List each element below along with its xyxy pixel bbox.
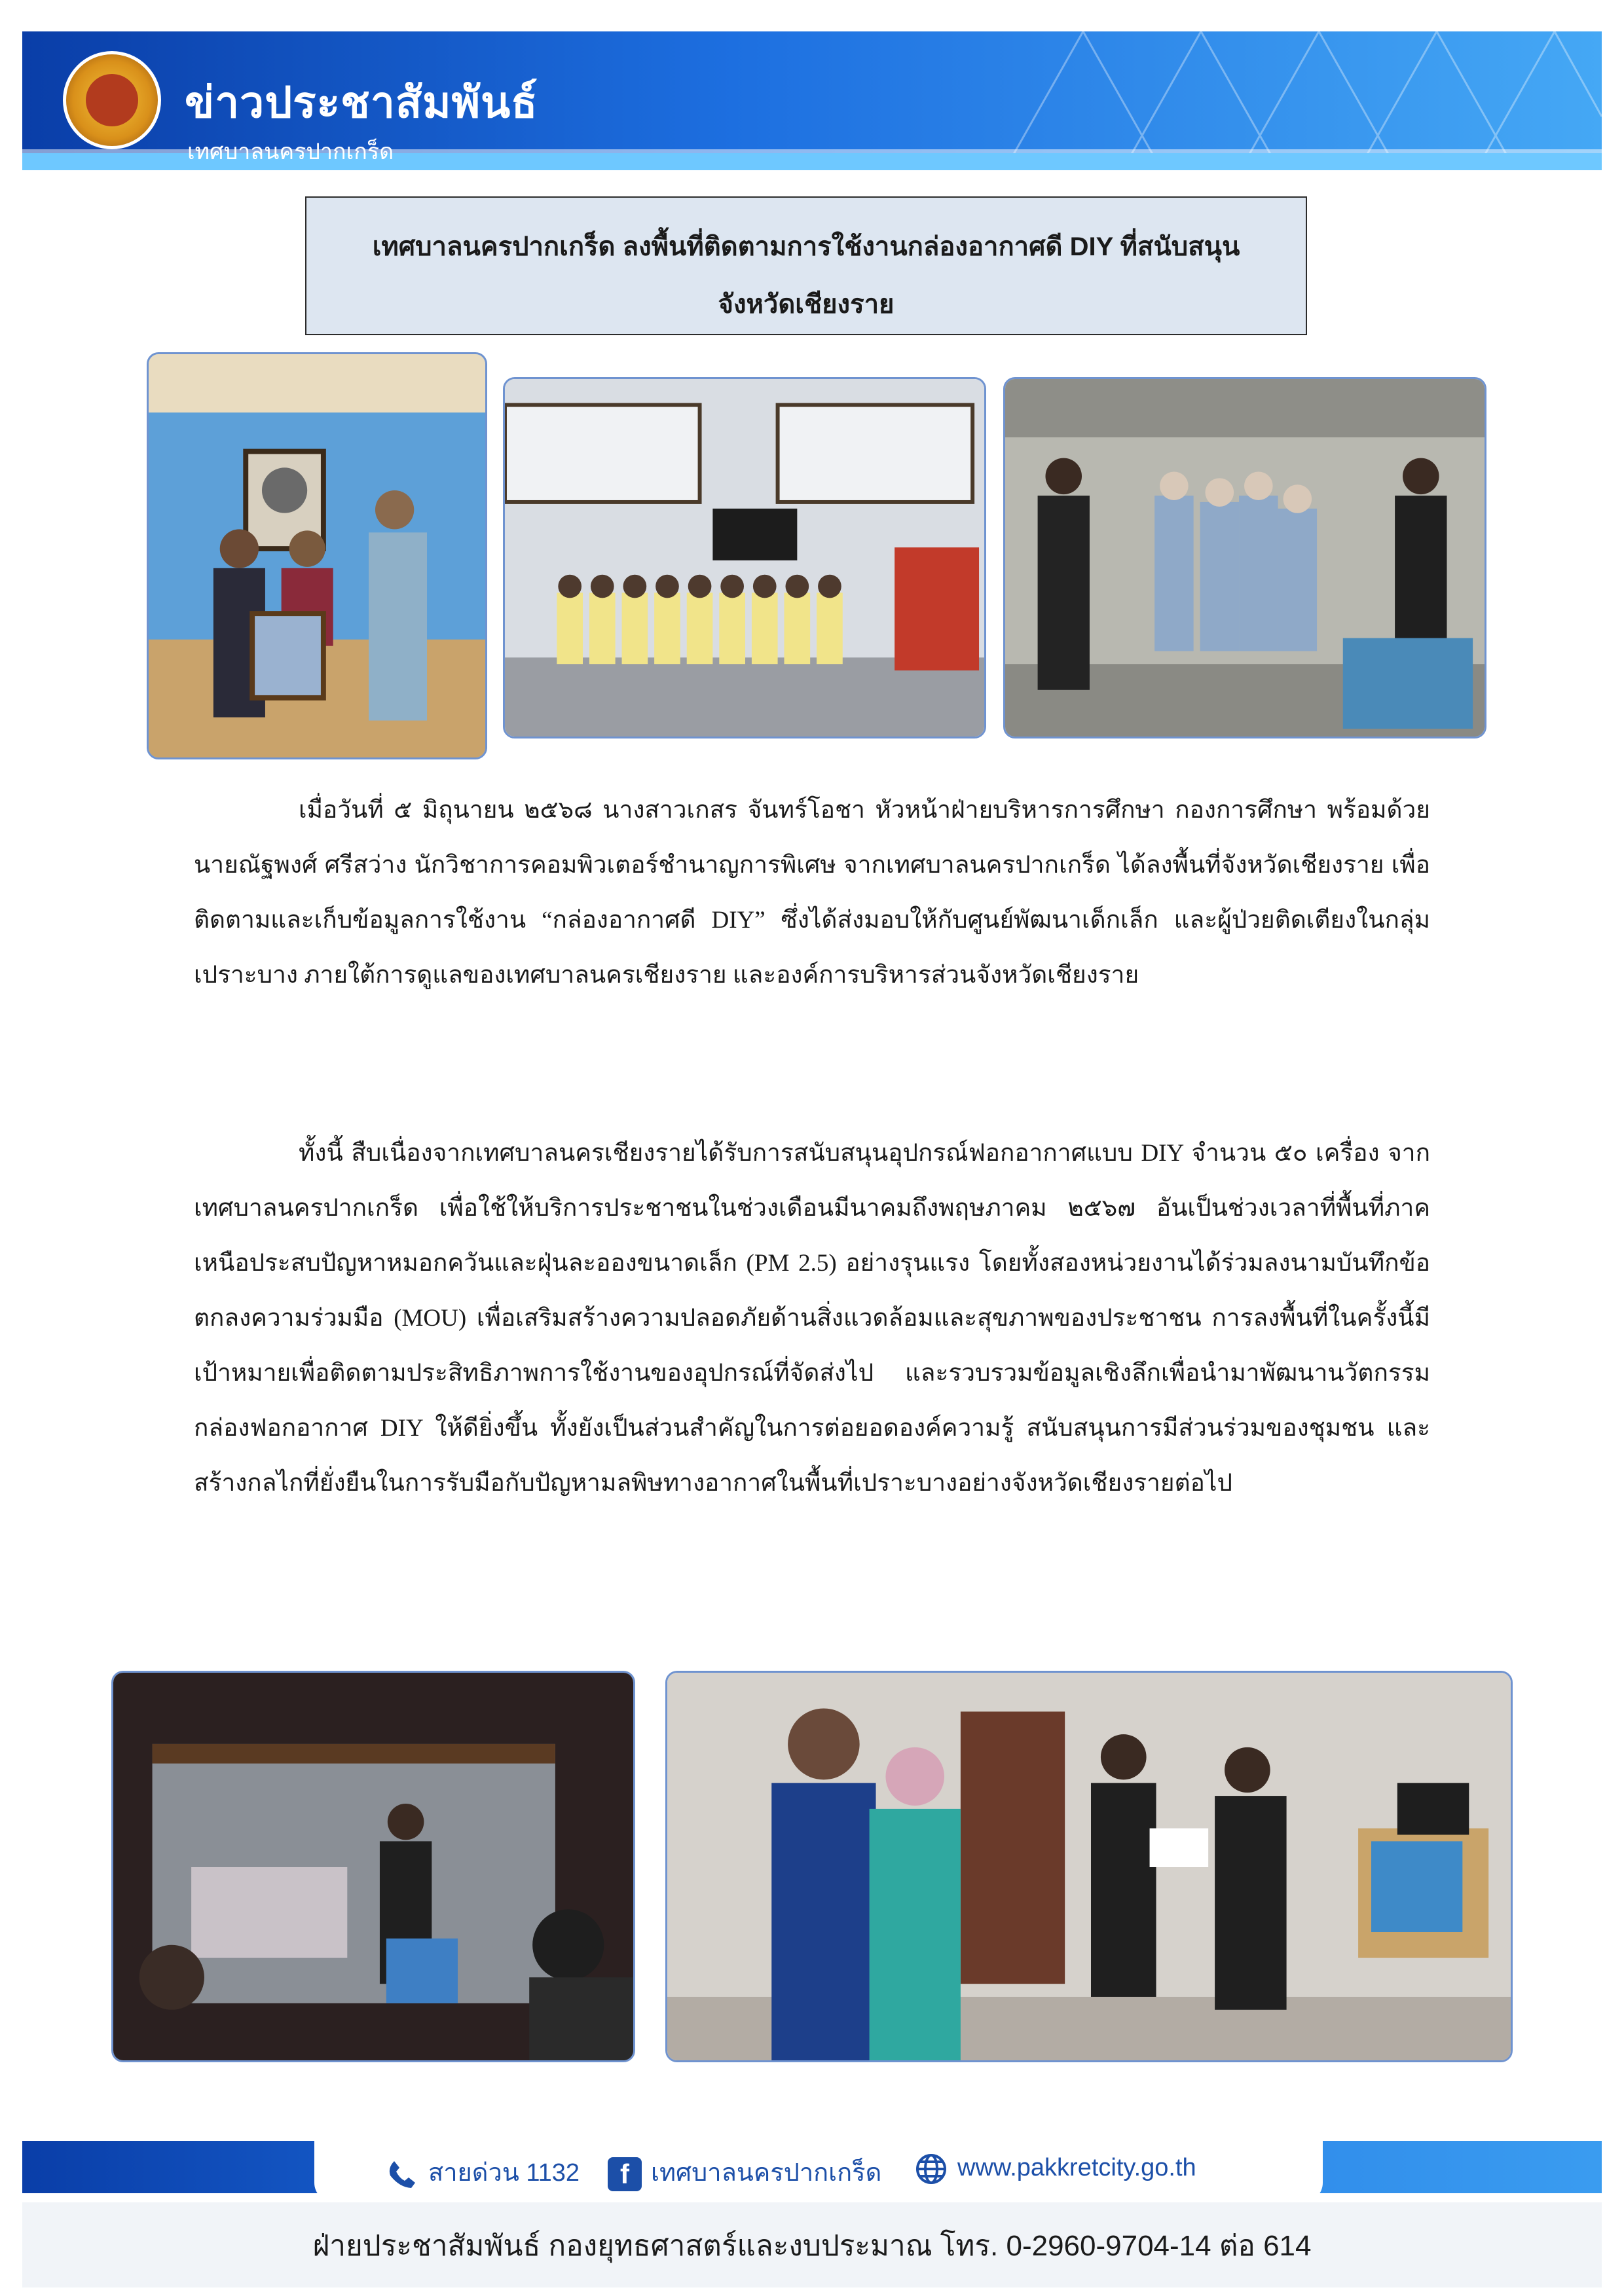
footer-website-link[interactable] [914, 2152, 1196, 2186]
phone-icon [385, 2157, 419, 2191]
headline-line-1: เทศบาลนครปากเกร็ด ลงพื้นที่ติดตามการใช้งานกล่องอากาศดี DIY ที่สนับสนุน [372, 232, 1240, 261]
facebook-icon: f [608, 2157, 642, 2191]
headline-box [305, 196, 1307, 335]
photo-childcare-center [503, 377, 986, 738]
header-title: ข่าวประชาสัมพันธ์ [185, 78, 538, 126]
body-paragraph-2: ทั้งนี้ สืบเนื่องจากเทศบาลนครเชียงรายได้รับการสนับสนุนอุปกรณ์ฟอกอากาศแบบ DIY จำนวน ๕๐ เครื่อง จากเทศบาลนครปากเกร็ด เพื่อใช้ให้บริการประชาชนในช่วงเดือนมีนาคมถึงพฤษภาคม ๒๕๖๗ อันเป็นช่วงเวลาที่พื้นที่ภาคเหนือประสบปัญหาหมอกควันและฝุ่นละอองขนาดเล็ก (PM 2.5) อย่างรุนแรง โดยทั้งสองหน่วยงานได้ร่วมลงนามบันทึกข้อตกลงความร่วมมือ (MOU) เพื่อเสริมสร้างความปลอดภัยด้านสิ่งแวดล้อมและสุขภาพของประชาชน การลงพื้นที่ในครั้งนี้มีเป้าหมายเพื่อติดตามประสิทธิภาพการใช้งานของอุปกรณ์ที่จัดส่งไป และรวบรวมข้อมูลเชิงลึกเพื่อนำมาพัฒนานวัตกรรมกล่องฟอกอากาศ DIY ให้ดียิ่งขึ้น ทั้งยังเป็นส่วนสำคัญในการต่อยอดองค์ความรู้ สนับสนุนการมีส่วนร่วมของชุมชน และสร้างกลไกที่ยั่งยืนในการรับมือกับปัญหามลพิษทางอากาศในพื้นที่เปราะบางอย่างจังหวัดเชียงรายต่อไป [194, 1140, 1430, 1497]
globe-icon [914, 2152, 948, 2186]
footer-contact-line: ฝ่ายประชาสัมพันธ์ กองยุทธศาสตร์และงบประมาณ โทร. 0-2960-9704-14 ต่อ 614 [312, 2230, 1312, 2262]
photo-team-inspecting-device [665, 1671, 1513, 2062]
header-banner [22, 31, 1602, 170]
municipality-logo [63, 51, 161, 149]
footer-hotline [385, 2152, 580, 2192]
photo-elderly-caregivers [1003, 377, 1486, 738]
footer-facebook-link[interactable] [608, 2152, 881, 2192]
headline-line-2: จังหวัดเชียงราย [718, 290, 895, 319]
photo-donation-handover [147, 352, 487, 759]
website-text: www.pakkretcity.go.th [957, 2154, 1196, 2182]
facebook-text: เทศบาลนครปากเกร็ด [651, 2159, 882, 2187]
body-paragraph-1: เมื่อวันที่ ๕ มิถุนายน ๒๕๖๘ นางสาวเกสร จันทร์โอชา หัวหน้าฝ่ายบริหารการศึกษา กองการศึกษา พร้อมด้วย นายณัฐพงศ์ ศรีสว่าง นักวิชาการคอมพิวเตอร์ชำนาญการพิเศษ จากเทศบาลนครปากเกร็ด ได้ลงพื้นที่จังหวัดเชียงราย เพื่อติดตามและเก็บข้อมูลการใช้งาน “กล่องอากาศดี DIY” ซึ่งได้ส่งมอบให้กับศูนย์พัฒนาเด็กเล็ก และผู้ป่วยติดเตียงในกลุ่มเปราะบาง ภายใต้การดูแลของเทศบาลนครเชียงราย และองค์การบริหารส่วนจังหวัดเชียงราย [194, 797, 1430, 989]
hotline-text: สายด่วน 1132 [428, 2159, 580, 2187]
photo-bedridden-patient-visit [111, 1671, 635, 2062]
header-subtitle: เทศบาลนครปากเกร็ด [187, 139, 394, 164]
